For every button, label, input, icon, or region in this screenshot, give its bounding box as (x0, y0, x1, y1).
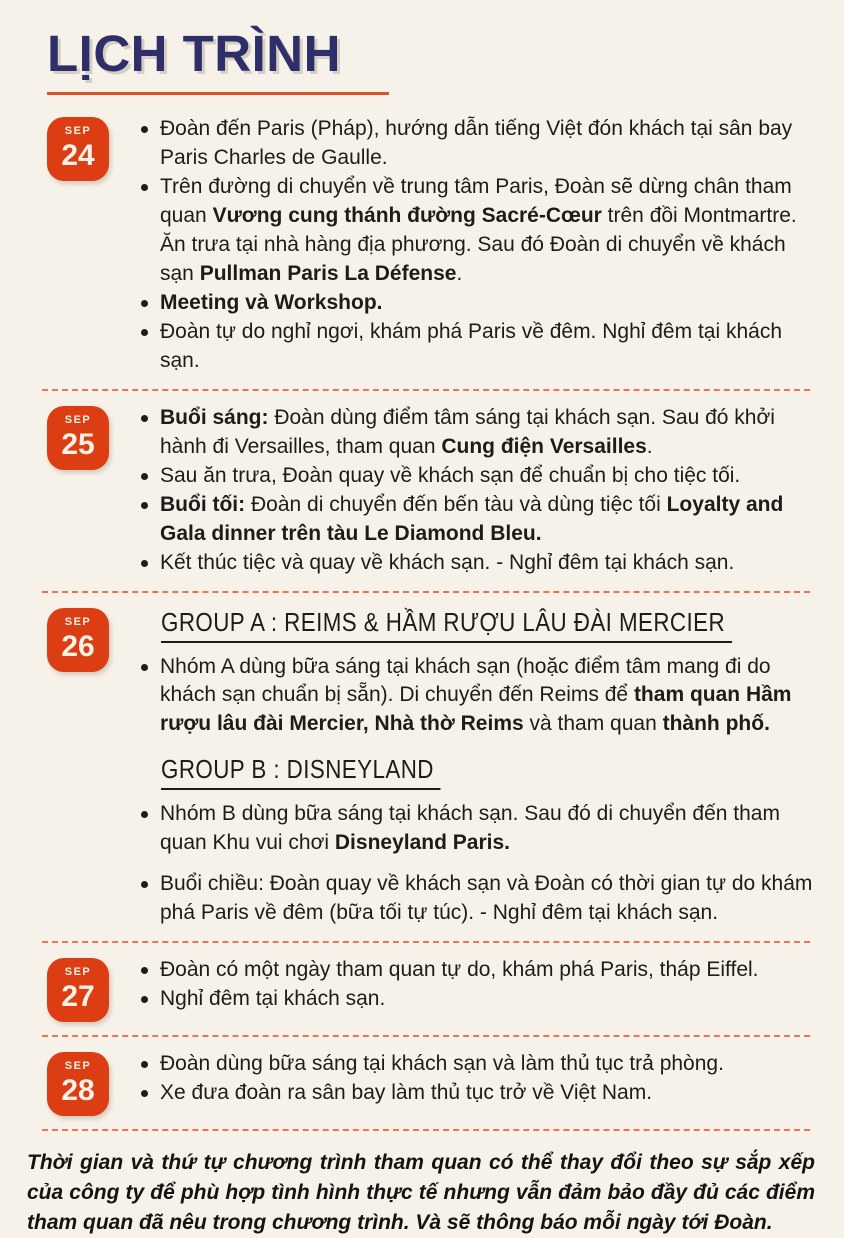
bullet-list (139, 115, 810, 376)
badge-month: SEP (64, 615, 92, 628)
badge-month: SEP (64, 413, 92, 426)
bullet-icon (141, 473, 148, 480)
itinerary-item (139, 1079, 810, 1108)
bullet-list (139, 800, 825, 928)
itinerary-item-text: Buổi sáng: Đoàn dùng điểm tâm sáng tại khách sạn. Sau đó khởi hành đi Versailles, tham quan Cung điện Versailles. (160, 405, 775, 458)
itinerary-item-text: Nghỉ đêm tại khách sạn. (160, 987, 386, 1011)
badge-month: SEP (64, 125, 92, 138)
date-badge (47, 117, 109, 181)
bullet-list (139, 653, 825, 740)
itinerary-item-text: Xe đưa đoàn ra sân bay làm thủ tục trở về Việt Nam. (160, 1081, 653, 1105)
day-content (139, 606, 825, 929)
itinerary-item (139, 404, 810, 462)
bullet-icon (141, 329, 148, 336)
itinerary-item-text: Trên đường di chuyển về trung tâm Paris, Đoàn sẽ dừng chân tham quan Vương cung thánh đường Sacré-Cœur trên đồi Montmartre. Ăn trưa tại nhà hàng địa phương. Sau đó Đoàn di chuyển về khách sạn Pullman Paris La Défense. (160, 175, 797, 285)
itinerary-item-text: Đoàn có một ngày tham quan tự do, khám phá Paris, tháp Eiffel. (160, 958, 759, 982)
itinerary-item (139, 289, 810, 318)
date-badge (47, 608, 109, 672)
itinerary-item (139, 985, 810, 1014)
itinerary-item-text: Nhóm B dùng bữa sáng tại khách sạn. Sau đó di chuyển đến tham quan Khu vui chơi Disneyland Paris. (160, 802, 780, 855)
date-badge (47, 958, 109, 1022)
bullet-list (139, 1050, 810, 1108)
bullet-icon (141, 881, 148, 888)
bullet-icon (141, 184, 148, 191)
itinerary-item (139, 1050, 810, 1079)
itinerary-item-text: Đoàn đến Paris (Pháp), hướng dẫn tiếng Việt đón khách tại sân bay Paris Charles de Gaulle. (160, 117, 793, 170)
itinerary-item (139, 318, 810, 376)
date-badge (47, 1052, 109, 1116)
bullet-icon (141, 1061, 148, 1068)
section-divider (42, 591, 810, 593)
itinerary-item-text: Nhóm A dùng bữa sáng tại khách sạn (hoặc điểm tâm mang đi do khách sạn chuẩn bị sẵn). Di chuyển đến Reims để tham quan Hầm rượu lâu đài Mercier, Nhà thờ Reims và tham quan thành phố. (160, 654, 792, 736)
badge-day: 24 (61, 139, 95, 173)
bullet-icon (141, 560, 148, 567)
group-heading-label: GROUP A : REIMS & HẦM RƯỢU LÂU ĐÀI MERCIER (161, 608, 732, 643)
group-heading (161, 608, 825, 643)
itinerary-item-text: Sau ăn trưa, Đoàn quay về khách sạn để chuẩn bị cho tiệc tối. (160, 463, 741, 487)
page-footer (0, 1136, 844, 1237)
bullet-icon (141, 1090, 148, 1097)
itinerary-item (139, 800, 825, 858)
group-heading (161, 755, 825, 790)
group-heading-label: GROUP B : DISNEYLAND (161, 755, 441, 790)
bullet-icon (141, 300, 148, 307)
day-content (139, 115, 810, 376)
itinerary-item (139, 870, 825, 928)
day-content (139, 956, 810, 1014)
day-section (0, 948, 844, 1030)
day-section (0, 1042, 844, 1124)
day-content (139, 404, 810, 578)
badge-day: 26 (61, 629, 95, 663)
bullet-icon (141, 967, 148, 974)
bullet-icon (141, 415, 148, 422)
badge-month: SEP (64, 966, 92, 979)
title-underline (47, 92, 389, 95)
itinerary-item (139, 173, 810, 289)
itinerary-item-text: Đoàn dùng bữa sáng tại khách sạn và làm thủ tục trả phòng. (160, 1052, 724, 1076)
page-title: LỊCH TRÌNH (47, 25, 341, 82)
itinerary-item-text: Kết thúc tiệc và quay về khách sạn. - Nghỉ đêm tại khách sạn. (160, 550, 735, 574)
badge-day: 28 (61, 1074, 95, 1108)
day-section (0, 598, 844, 937)
day-section (0, 107, 844, 384)
itinerary-item-text: Buổi chiều: Đoàn quay về khách sạn và Đoàn có thời gian tự do khám phá Paris về đêm (bữa tối tự túc). - Nghỉ đêm tại khách sạn. (160, 872, 813, 925)
badge-day: 25 (61, 427, 95, 461)
bullet-icon (141, 502, 148, 509)
itinerary-item (139, 491, 810, 549)
itinerary-item (139, 549, 810, 578)
itinerary-item-text: Meeting và Workshop. (160, 290, 383, 314)
day-section (0, 396, 844, 586)
itinerary-item-text: Đoàn tự do nghỉ ngơi, khám phá Paris về đêm. Nghỉ đêm tại khách sạn. (160, 319, 782, 372)
bullet-icon (141, 664, 148, 671)
itinerary-item (139, 115, 810, 173)
itinerary-item (139, 462, 810, 491)
itinerary-item-text: Buổi tối: Đoàn di chuyển đến bến tàu và dùng tiệc tối Loyalty and Gala dinner trên tàu Le Diamond Bleu. (160, 492, 784, 545)
day-content (139, 1050, 810, 1108)
section-divider (42, 1129, 810, 1131)
footer-note: Thời gian và thứ tự chương trình tham quan có thể thay đổi theo sự sắp xếp của công ty để phù hợp tình hình thực tế nhưng vẫn đảm bảo đầy đủ các điểm tham quan đã nêu trong chương trình. Và sẽ thông báo mỗi ngày tới Đoàn. (27, 1151, 815, 1234)
itinerary-item (139, 653, 825, 740)
itinerary-sections (0, 107, 844, 1131)
bullet-icon (141, 996, 148, 1003)
bullet-list (139, 404, 810, 578)
page-header (0, 26, 844, 95)
bullet-icon (141, 126, 148, 133)
section-divider (42, 389, 810, 391)
itinerary-item (139, 956, 810, 985)
bullet-icon (141, 811, 148, 818)
badge-month: SEP (64, 1060, 92, 1073)
section-divider (42, 1035, 810, 1037)
date-badge (47, 406, 109, 470)
badge-day: 27 (61, 980, 95, 1014)
bullet-list (139, 956, 810, 1014)
section-divider (42, 941, 810, 943)
